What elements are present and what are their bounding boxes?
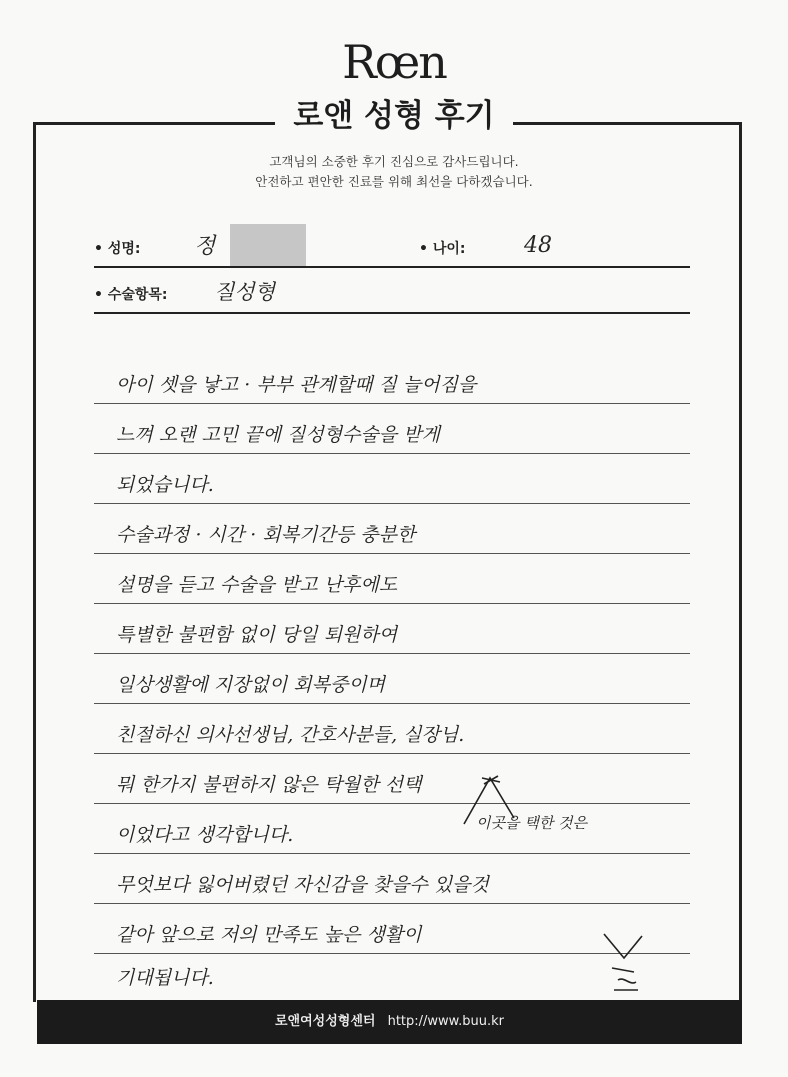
thanks-message	[0, 152, 788, 192]
footer-bar	[37, 1000, 742, 1044]
review-line	[94, 608, 690, 654]
review-line	[94, 708, 690, 754]
review-line-text: 무엇보다 잃어버렸던 자신감을 찾을수 있을것	[116, 874, 489, 896]
review-line-text: 아이 셋을 낳고 · 부부 관계할때 질 늘어짐을	[116, 374, 477, 396]
review-line	[94, 808, 690, 854]
review-line	[94, 408, 690, 454]
review-line-text: 친절하신 의사선생님, 간호사분들, 실장님.	[116, 724, 465, 746]
review-line	[94, 458, 690, 504]
footer-center-name: 로앤여성성형센터	[274, 1014, 376, 1029]
name-label: • 성명:	[94, 241, 141, 257]
thanks-line-2: 안전하고 편안한 진료를 위해 최선을 다하겠습니다.	[255, 174, 533, 189]
review-line	[94, 858, 690, 904]
footer-url[interactable]: http://www.buu.kr	[387, 1014, 504, 1029]
procedure-value: 질성형	[214, 280, 275, 304]
review-line-text: 설명을 듣고 수술을 받고 난후에도	[116, 574, 398, 596]
review-line	[94, 758, 690, 804]
thanks-line-1: 고객님의 소중한 후기 진심으로 감사드립니다.	[269, 154, 519, 169]
review-line	[94, 508, 690, 554]
review-line-text: 특별한 불편함 없이 당일 퇴원하여	[116, 624, 398, 646]
handwritten-scribble	[598, 928, 648, 996]
procedure-label: • 수술항목:	[94, 287, 168, 303]
review-line-text: 일상생활에 지장없이 회복중이며	[116, 674, 386, 696]
review-line	[94, 358, 690, 404]
review-line-text: 같아 앞으로 저의 만족도 높은 생활이	[116, 924, 422, 946]
form-title-band	[0, 94, 788, 138]
name-age-row	[94, 228, 690, 268]
procedure-row	[94, 274, 690, 314]
review-line-text: 기대됩니다.	[116, 967, 214, 989]
review-line-text: 되었습니다.	[116, 474, 214, 496]
handwritten-insertion: 이곳을 택한 것은	[476, 814, 587, 832]
review-line-text: 이었다고 생각합니다.	[116, 824, 294, 846]
name-value: 정	[194, 234, 216, 259]
form-title: 로앤 성형 후기	[275, 94, 512, 138]
review-line	[94, 558, 690, 604]
review-line-text: 느껴 오랜 고민 끝에 질성형수술을 받게	[116, 424, 440, 446]
roen-logo: Rœn	[342, 35, 446, 89]
age-value: 48	[524, 233, 552, 258]
name-redaction	[230, 224, 306, 266]
age-label: • 나이:	[419, 241, 466, 257]
review-line-text: 뭐 한가지 불편하지 않은 탁월한 선택	[116, 774, 422, 796]
review-line	[94, 658, 690, 704]
review-line-text: 수술과정 · 시간 · 회복기간등 충분한	[116, 524, 416, 546]
